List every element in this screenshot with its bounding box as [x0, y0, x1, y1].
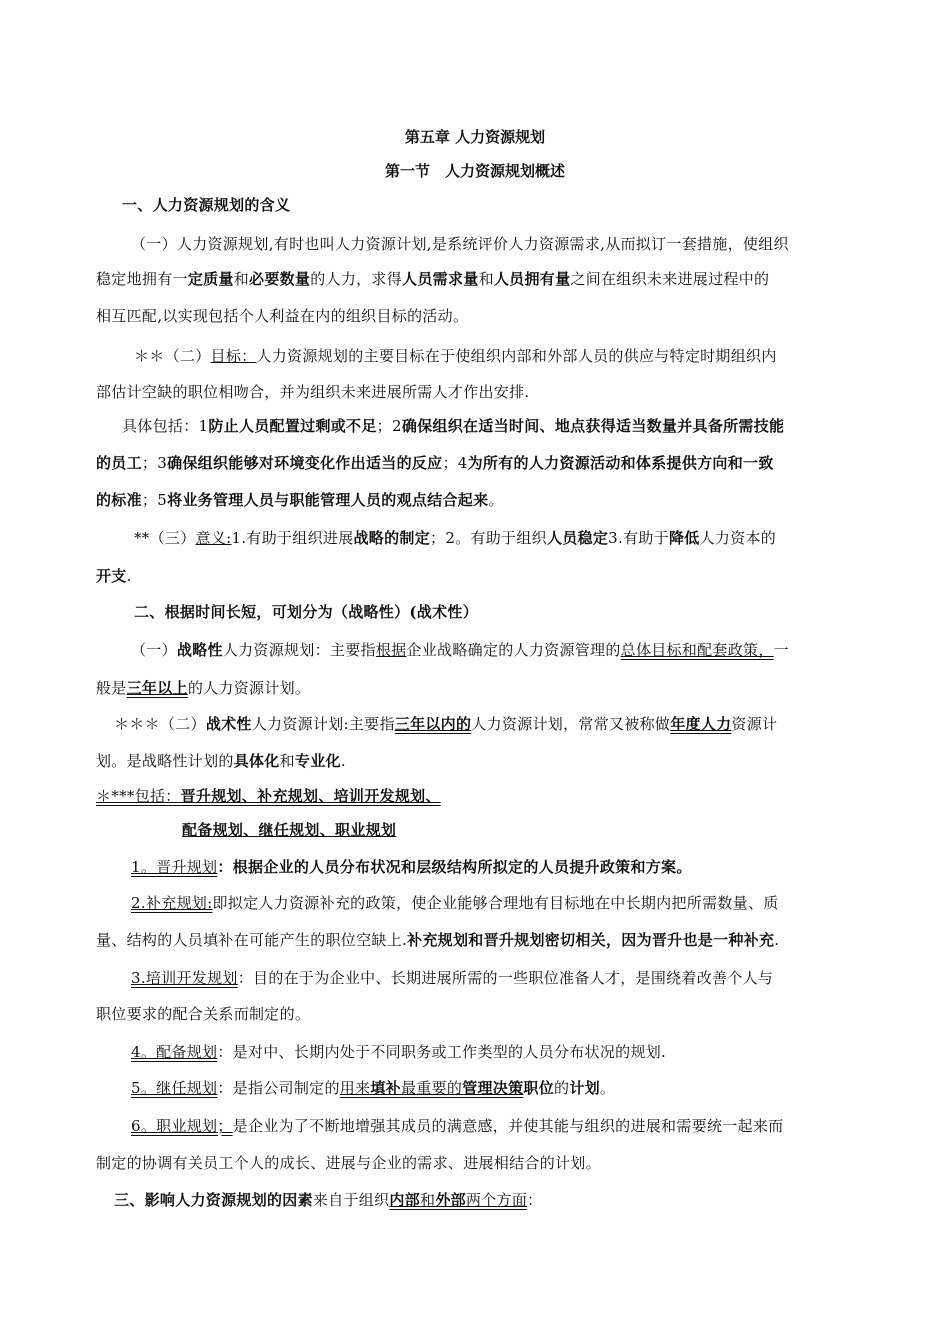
para-3-line-3: 的标准；5将业务管理人员与职能管理人员的观点结合起来。	[96, 491, 504, 509]
para-7-line-2: 配备规划、继任规划、职业规划	[182, 821, 397, 839]
item-1: 1。晋升规划：根据企业的人员分布状况和层级结构所拟定的人员提升政策和方案。	[131, 858, 692, 876]
item-3-line-1: 3.培训开发规划：目的在于为企业中、长期进展所需的一些职位准备人才，是围绕着改善个人与	[131, 969, 774, 987]
item-6-line-1: 6。职业规划；是企业为了不断地增强其成员的满意感，并使其能与组织的进展和需要统一起来而	[131, 1117, 784, 1135]
heading-3: 三、影响人力资源规划的因素来自于组织内部和外部两个方面：	[114, 1191, 543, 1209]
para-2-line-1: ＊＊（二）目标：人力资源规划的主要目标在于使组织内部和外部人员的供应与特定时期组织内	[134, 347, 777, 365]
item-6-line-2: 制定的协调有关员工个人的成长、进展与企业的需求、进展相结合的计划。	[96, 1154, 601, 1172]
para-6-line-1: ＊＊＊（二）战术性人力资源计划:主要指三年以内的人力资源计划，常常又被称做年度人力资源计	[114, 715, 778, 733]
item-2-line-1: 2.补充规划:即拟定人力资源补充的政策，使企业能够合理地有目标地在中长期内把所需数量、质	[131, 894, 779, 912]
section-title: 第一节 人力资源规划概述	[384, 162, 565, 180]
item-4: 4。配备规划：是对中、长期内处于不同职务或工作类型的人员分布状况的规划.	[131, 1043, 667, 1061]
heading-1: 一、人力资源规划的含义	[122, 196, 291, 214]
para-3-line-2: 的员工；3确保组织能够对环境变化作出适当的反应；4为所有的人力资源活动和体系提供方向和一致	[96, 454, 774, 472]
para-2-line-2: 部估计空缺的职位相吻合，并为组织未来进展所需人才作出安排.	[96, 383, 530, 401]
item-2-line-2: 量、结构的人员填补在可能产生的职位空缺上.补充规划和晋升规划密切相关，因为晋升也是一种补充.	[96, 931, 780, 949]
para-1-line-3: 相互匹配,以实现包括个人利益在内的组织目标的活动。	[96, 307, 469, 325]
para-4-line-2: 开支.	[96, 567, 132, 585]
para-4-line-1: **（三）意义:1.有助于组织进展战略的制定；2。有助于组织人员稳定3.有助于降低人力资本的	[134, 529, 777, 547]
item-3-line-2: 职位要求的配合关系而制定的。	[96, 1005, 311, 1023]
para-3-line-1: 具体包括：1防止人员配置过剩或不足；2确保组织在适当时间、地点获得适当数量并具备所需技能	[122, 417, 785, 435]
chapter-title: 第五章 人力资源规划	[404, 128, 546, 146]
heading-2: 二、根据时间长短，可划分为（战略性）(战术性）	[134, 603, 478, 621]
para-1-line-2: 稳定地拥有一定质量和必要数量的人力，求得人员需求量和人员拥有量之间在组织未来进展过程中的	[96, 270, 770, 288]
para-5-line-1: （一）战略性人力资源规划：主要指根据企业战略确定的人力资源管理的总体目标和配套政策，一	[131, 641, 789, 659]
para-7-line-1: ＊***包括：晋升规划、补充规划、培训开发规划、	[96, 787, 441, 805]
para-1-line-1: （一）人力资源规划,有时也叫人力资源计划,是系统评价人力资源需求,从而拟订一套措施，使组织	[131, 235, 789, 253]
item-5: 5。继任规划：是指公司制定的用来填补最重要的管理决策职位的计划。	[131, 1079, 616, 1097]
para-5-line-2: 般是三年以上的人力资源计划。	[96, 679, 311, 697]
para-6-line-2: 划。是战略性计划的具体化和专业化.	[96, 752, 346, 770]
